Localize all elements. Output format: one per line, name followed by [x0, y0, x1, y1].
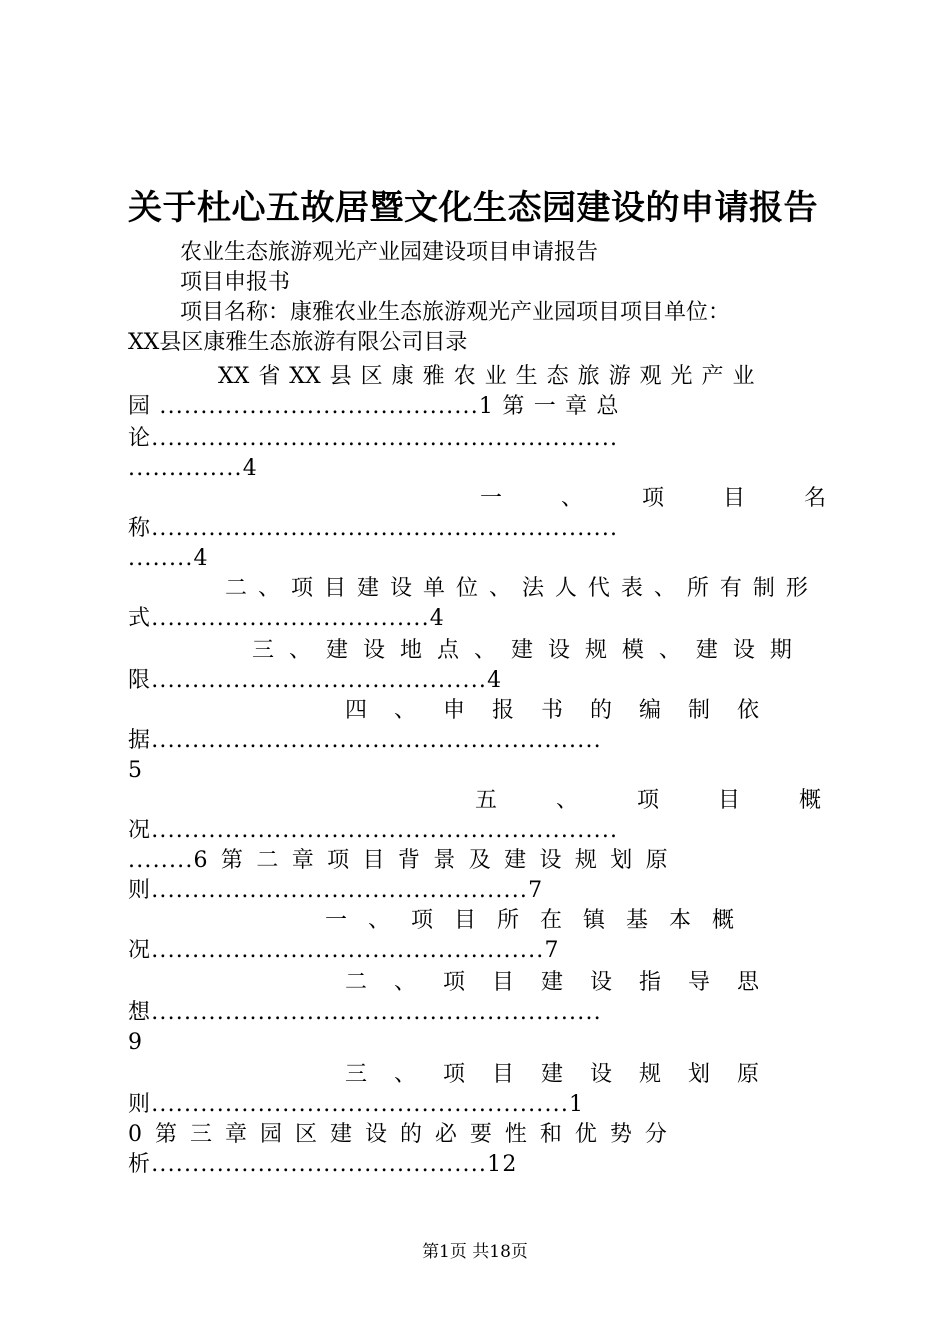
toc-line: 0 第 三 章 园 区 建 设 的 必 要 性 和 优 势 分 — [128, 1122, 667, 1147]
toc-line: 二 、 项 目 建 设 指 导 思 — [345, 970, 759, 995]
toc-line: 称......................................................... — [128, 516, 619, 541]
toc-line: 想....................................................... — [128, 1000, 602, 1025]
toc-line: 则..............................................7 — [128, 878, 544, 903]
toc-line: 据....................................................... — [128, 728, 602, 753]
toc-line: 三 、 项 目 建 设 规 划 原 — [345, 1062, 759, 1087]
toc-line: ........4 — [128, 546, 209, 571]
project-info-line-2: XX县区康雅生态旅游有限公司目录 — [128, 330, 468, 355]
toc-line: 五 、 项 目 概 — [475, 788, 821, 813]
toc-line: 园 .......................................1 第 一 章 总 — [128, 394, 620, 419]
toc-line: ........6 第 二 章 项 目 背 景 及 建 设 规 划 原 — [128, 848, 669, 873]
toc-line: XX 省 XX 县 区 康 雅 农 业 生 态 旅 游 观 光 产 业 — [218, 364, 755, 389]
toc-line: ..............4 — [128, 456, 258, 481]
toc-line: 9 — [128, 1030, 142, 1055]
subtitle: 农业生态旅游观光产业园建设项目申请报告 — [180, 240, 599, 265]
toc-line: 况................................................7 — [128, 938, 560, 963]
toc-line: 论......................................................... — [128, 426, 619, 451]
toc-line: 式..................................4 — [128, 606, 445, 631]
toc-line: 二 、 项 目 建 设 单 位 、 法 人 代 表 、 所 有 制 形 — [225, 576, 808, 601]
toc-line: 三 、 建 设 地 点 、 建 设 规 模 、 建 设 期 — [252, 638, 792, 663]
page-footer: 第1页 共18页 — [422, 1242, 528, 1262]
document-title: 关于杜心五故居暨文化生态园建设的申请报告 — [128, 188, 818, 228]
document-type: 项目申报书 — [180, 270, 291, 295]
toc-line: 一 、 项 目 名 — [480, 486, 826, 511]
toc-line: 5 — [128, 758, 142, 783]
toc-line: 况......................................................... — [128, 818, 619, 843]
toc-line: 四 、 申 报 书 的 编 制 依 — [345, 698, 759, 723]
toc-line: 则...................................................1 — [128, 1092, 585, 1117]
toc-line: 一 、 项 目 所 在 镇 基 本 概 — [325, 908, 734, 933]
project-info-line-1: 项目名称：康雅农业生态旅游观光产业园项目项目单位： — [180, 300, 731, 325]
toc-line: 析.........................................12 — [128, 1152, 518, 1177]
toc-line: 限.........................................4 — [128, 668, 503, 693]
